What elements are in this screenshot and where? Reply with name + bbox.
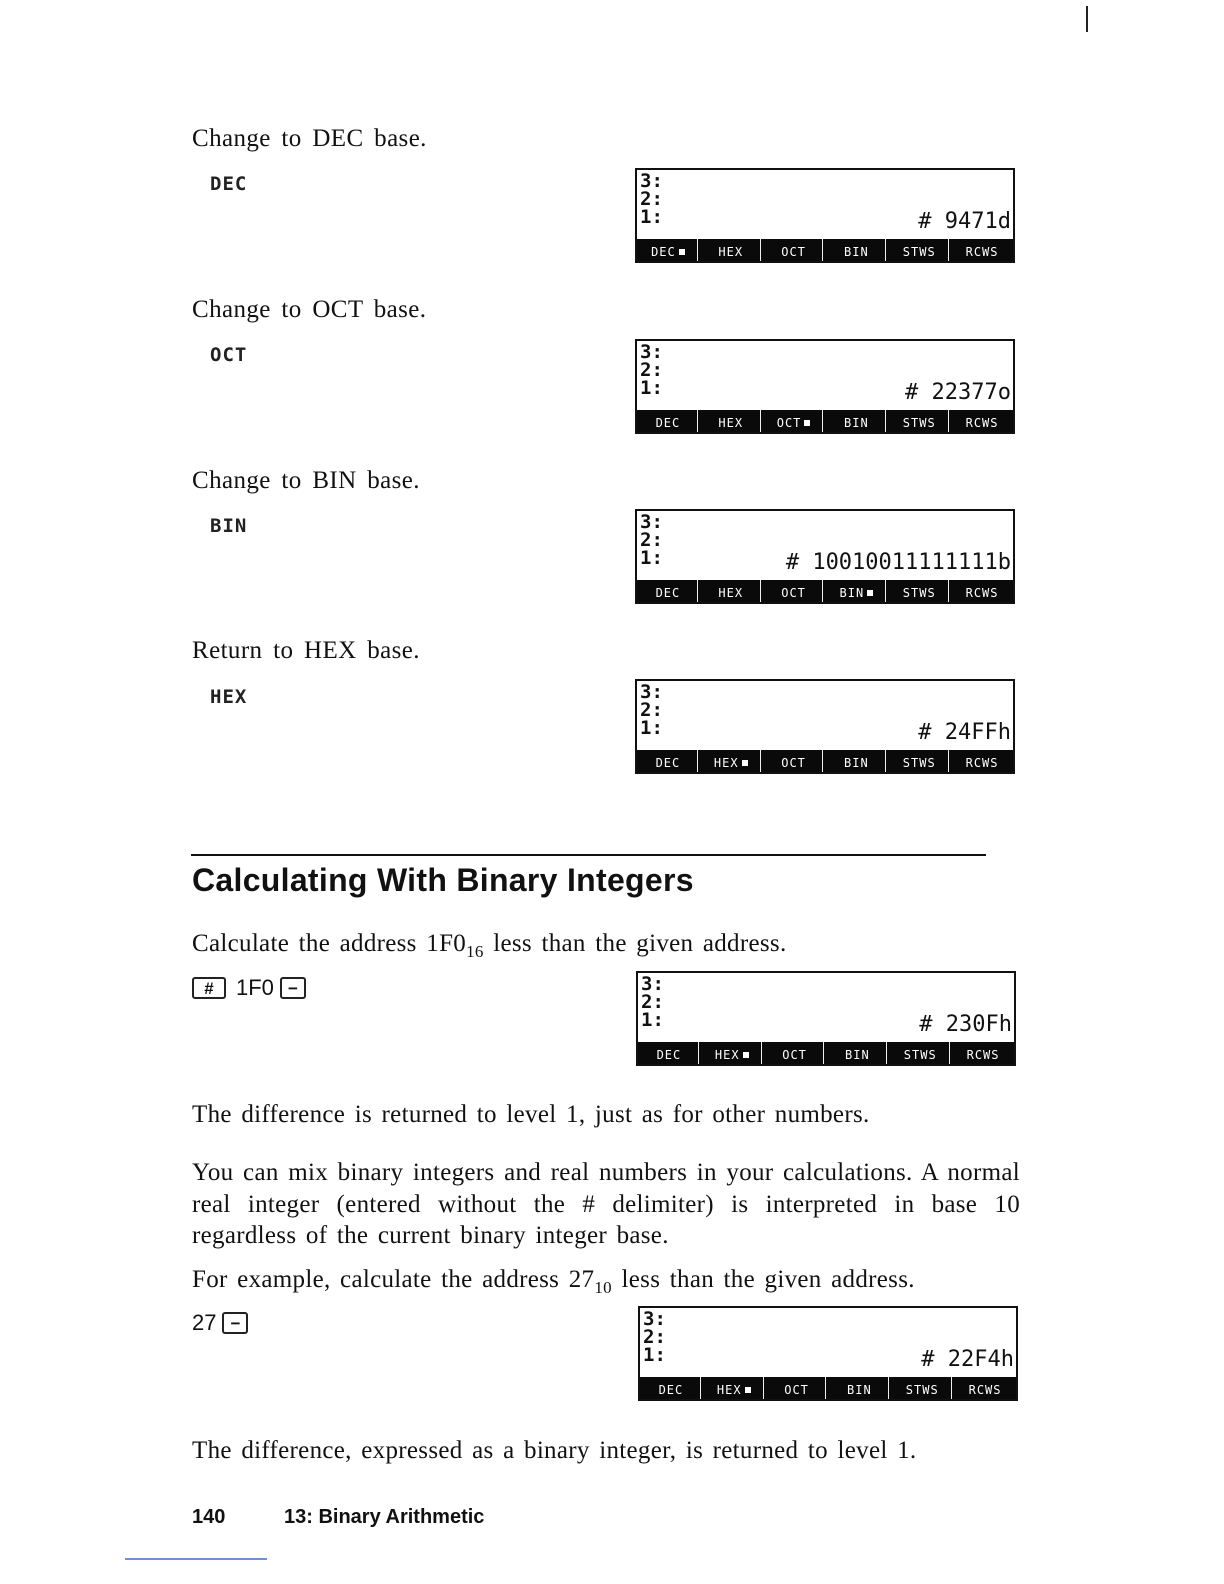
softkey-label: HEX [713, 755, 739, 770]
stack-level-label: 3: [640, 341, 663, 363]
paragraph: The difference is returned to level 1, just as for other numbers. [192, 1101, 870, 1128]
minus-key[interactable]: − [280, 977, 306, 999]
softkey-label: OCT [781, 755, 806, 770]
softkey-label: RCWS [965, 415, 999, 430]
softkey-label: BIN [839, 585, 865, 600]
softkey-label: STWS [902, 415, 936, 430]
menu-key-bin[interactable]: BIN [210, 515, 248, 537]
active-mode-indicator [804, 420, 810, 426]
paragraph: You can mix binary integers and real numbers in your calculations. A normal real integer (entered without the # delimiter) is interpreted in base 10 regardless of the current binary integer base. [192, 1159, 1020, 1249]
softkey-label: BIN [844, 415, 869, 430]
softkey-label: STWS [902, 755, 936, 770]
stack-level-label: 3: [640, 511, 663, 533]
stack-value: # 22377o [905, 380, 1011, 405]
softkey-label: HEX [714, 1047, 740, 1062]
softkey-label: RCWS [965, 244, 999, 259]
softkey-hex[interactable] [702, 750, 761, 772]
softkey-bin[interactable] [830, 1377, 889, 1399]
softkey-label: STWS [902, 244, 936, 259]
softkey-label: DEC [655, 415, 681, 430]
stack-value: # 230Fh [919, 1012, 1012, 1037]
stack-level-label: 1: [640, 547, 663, 569]
softkey-label: DEC [656, 1047, 682, 1062]
margin-mark [1086, 6, 1088, 32]
chapter-title: 13: Binary Arithmetic [284, 1506, 485, 1528]
step-instruction: Change to DEC base. [192, 125, 427, 152]
softkey-oct[interactable] [765, 239, 824, 261]
softkey-label: RCWS [965, 585, 999, 600]
stack-value: # 24FFh [918, 720, 1011, 745]
active-mode-indicator [679, 249, 685, 255]
softkey-rcws[interactable] [953, 580, 1011, 602]
softkey-label: OCT [781, 585, 806, 600]
base-subscript: 16 [466, 942, 484, 961]
softkey-oct[interactable] [766, 1042, 825, 1064]
stack-level-label: 2: [641, 991, 664, 1013]
keystroke-sequence [192, 1310, 248, 1336]
step-instruction: Change to BIN base. [192, 467, 420, 494]
softkey-label: BIN [844, 755, 869, 770]
stack-level-label: 2: [640, 529, 663, 551]
softkey-label: OCT [781, 244, 806, 259]
calculator-display [635, 168, 1015, 263]
softkey-label: BIN [847, 1382, 872, 1397]
stack-level-label: 3: [641, 973, 664, 995]
softkey-hex[interactable] [702, 580, 761, 602]
softkey-stws[interactable] [891, 1042, 950, 1064]
softkey-oct[interactable] [765, 750, 824, 772]
calc-instruction [192, 928, 787, 968]
softkey-label: STWS [905, 1382, 939, 1397]
softkey-menu [637, 410, 1013, 432]
softkey-label: HEX [718, 585, 744, 600]
softkey-bin[interactable] [827, 239, 886, 261]
hash-key[interactable]: # [192, 977, 226, 999]
softkey-dec[interactable] [639, 239, 698, 261]
softkey-hex[interactable] [702, 410, 761, 432]
softkey-label: OCT [782, 1047, 807, 1062]
softkey-menu [637, 239, 1013, 261]
calculator-display [635, 679, 1015, 774]
softkey-label: RCWS [966, 1047, 1000, 1062]
softkey-hex[interactable] [705, 1377, 764, 1399]
digits-entry: 27 [192, 1310, 217, 1335]
calc-instruction-text: less than the given address. [611, 1266, 915, 1293]
stack-level-label: 2: [643, 1326, 666, 1348]
calculator-display [636, 971, 1016, 1066]
softkey-hex[interactable] [702, 239, 761, 261]
stack-value: # 9471d [918, 209, 1011, 234]
stack-level-label: 3: [640, 170, 663, 192]
paragraph: The difference, expressed as a binary integer, is returned to level 1. [192, 1437, 917, 1464]
softkey-label: RCWS [965, 755, 999, 770]
softkey-label: STWS [903, 1047, 937, 1062]
stack-level-label: 2: [640, 188, 663, 210]
softkey-label: DEC [658, 1382, 684, 1397]
softkey-stws[interactable] [890, 750, 949, 772]
stack-level-label: 3: [643, 1308, 666, 1330]
step-instruction: Change to OCT base. [192, 296, 427, 323]
softkey-dec[interactable] [639, 410, 698, 432]
softkey-label: BIN [844, 244, 869, 259]
step-instruction: Return to HEX base. [192, 637, 420, 664]
softkey-label: OCT [784, 1382, 809, 1397]
menu-key-oct[interactable]: OCT [210, 344, 248, 366]
softkey-rcws[interactable] [956, 1377, 1014, 1399]
softkey-stws[interactable] [890, 239, 949, 261]
stack-level-label: 1: [640, 717, 663, 739]
softkey-dec[interactable] [642, 1377, 701, 1399]
softkey-stws[interactable] [890, 410, 949, 432]
softkey-menu [638, 1042, 1014, 1064]
active-mode-indicator [867, 590, 873, 596]
softkey-label: HEX [718, 244, 744, 259]
stack-level-label: 1: [640, 206, 663, 228]
softkey-rcws[interactable] [953, 410, 1011, 432]
softkey-dec[interactable] [639, 750, 698, 772]
softkey-label: BIN [845, 1047, 870, 1062]
softkey-oct[interactable] [765, 580, 824, 602]
stack-value: # 10010011111111b [785, 550, 1011, 575]
softkey-oct[interactable] [765, 410, 824, 432]
stack-level-label: 1: [643, 1344, 666, 1366]
stack-value: # 22F4h [921, 1347, 1014, 1372]
section-title: Calculating With Binary Integers [192, 862, 694, 898]
softkey-label: RCWS [968, 1382, 1002, 1397]
page-number: 140 [192, 1506, 226, 1528]
softkey-rcws[interactable] [953, 750, 1011, 772]
digits-entry: 1F0 [236, 975, 274, 1000]
active-mode-indicator [742, 760, 748, 766]
softkey-bin[interactable] [827, 580, 886, 602]
softkey-stws[interactable] [893, 1377, 952, 1399]
stack-level-label: 1: [641, 1009, 664, 1031]
stack-level-label: 3: [640, 681, 663, 703]
softkey-label: DEC [655, 585, 681, 600]
softkey-dec[interactable] [639, 580, 698, 602]
menu-key-hex[interactable]: HEX [210, 686, 248, 708]
softkey-rcws[interactable] [954, 1042, 1012, 1064]
softkey-label: DEC [655, 755, 681, 770]
softkey-rcws[interactable] [953, 239, 1011, 261]
softkey-menu [640, 1377, 1016, 1399]
softkey-oct[interactable] [768, 1377, 827, 1399]
softkey-label: HEX [718, 415, 744, 430]
calculator-display [635, 339, 1015, 434]
base-subscript: 10 [594, 1278, 612, 1297]
stack-level-label: 1: [640, 377, 663, 399]
softkey-bin[interactable] [827, 750, 886, 772]
menu-key-dec[interactable]: DEC [210, 173, 248, 195]
section-rule [191, 854, 986, 856]
softkey-bin[interactable] [827, 410, 886, 432]
active-mode-indicator [743, 1052, 749, 1058]
softkey-label: OCT [776, 415, 802, 430]
calculator-display [638, 1306, 1018, 1401]
calculator-display [635, 509, 1015, 604]
softkey-stws[interactable] [890, 580, 949, 602]
keystroke-sequence [192, 975, 306, 1001]
softkey-dec[interactable] [640, 1042, 699, 1064]
softkey-hex[interactable] [703, 1042, 762, 1064]
softkey-menu [637, 750, 1013, 772]
stack-level-label: 2: [640, 699, 663, 721]
softkey-menu [637, 580, 1013, 602]
footer-rule [125, 1558, 267, 1560]
active-mode-indicator [745, 1387, 751, 1393]
softkey-bin[interactable] [828, 1042, 887, 1064]
minus-key[interactable]: − [222, 1312, 248, 1334]
softkey-label: HEX [716, 1382, 742, 1397]
softkey-label: DEC [651, 244, 676, 259]
calc-instruction-text: less than the given address. [483, 930, 787, 957]
calc-instruction-text: Calculate the address 1F0 [192, 930, 467, 957]
softkey-label: STWS [902, 585, 936, 600]
stack-level-label: 2: [640, 359, 663, 381]
calc-instruction-text: For example, calculate the address 27 [192, 1266, 595, 1293]
calc-instruction [192, 1264, 915, 1304]
